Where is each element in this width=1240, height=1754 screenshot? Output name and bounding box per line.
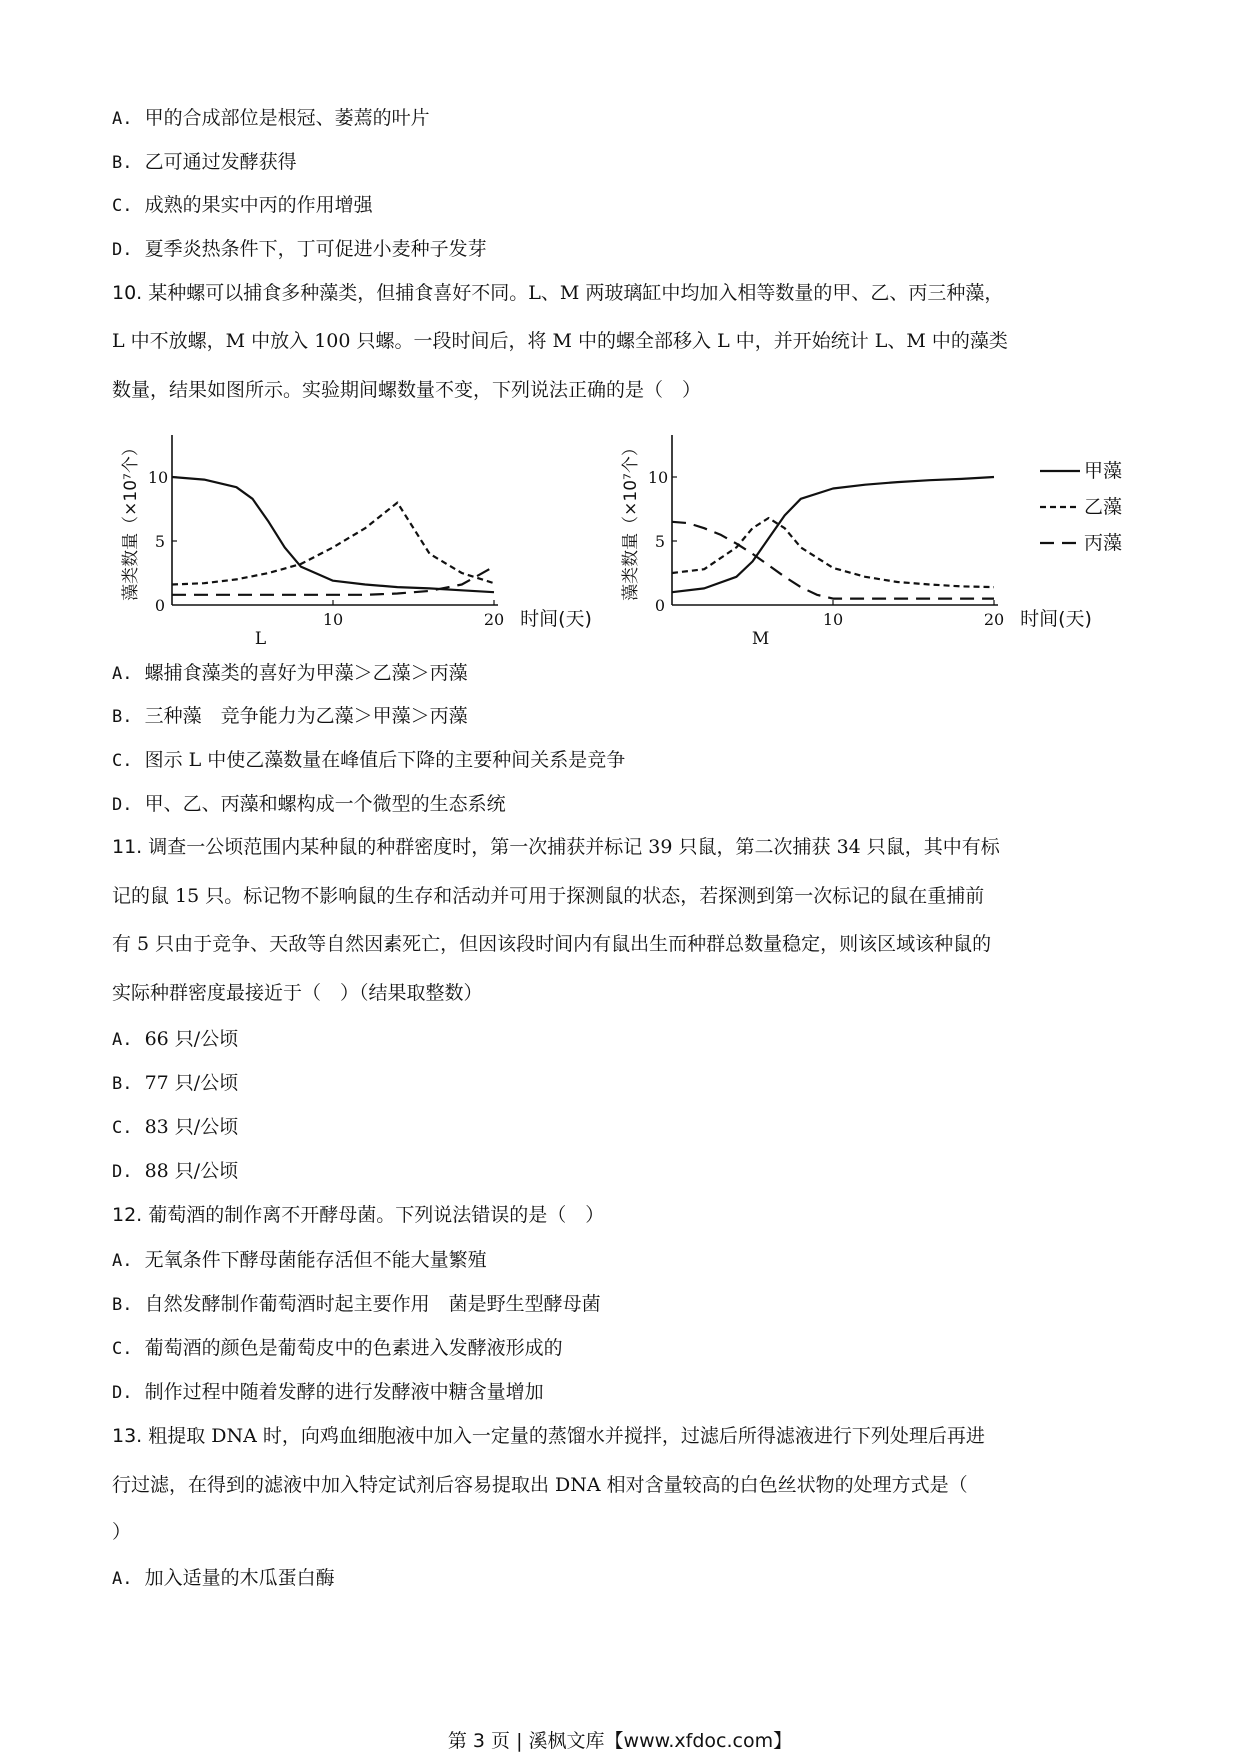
chart-M-y-label: 藻类数量（×10⁷个） xyxy=(621,439,641,601)
q12-line-1: 12. 葡萄酒的制作离不开酵母菌。下列说法错误的是（ ） xyxy=(112,1204,605,1226)
q12-option-d: D. 制作过程中随着发酵的进行发酵液中糖含量增加 xyxy=(112,1381,544,1403)
q12-option-a: A. 无氧条件下酵母菌能存活但不能大量繁殖 xyxy=(112,1249,487,1271)
chart-M-x-label: 时间(天) xyxy=(1020,608,1092,630)
chart-M-legend-label: 乙藻 xyxy=(1084,496,1123,518)
chart-M-legend-label: 丙藻 xyxy=(1084,532,1123,554)
q11-option-b: B. 77 只/公顷 xyxy=(112,1072,239,1094)
q13-line-3: ） xyxy=(112,1521,132,1543)
q13-line-2: 行过滤，在得到的滤液中加入特定试剂后容易提取出 DNA 相对含量较高的白色丝状物的处理方式是（ xyxy=(112,1474,968,1496)
q11-line-1: 11. 调查一公顷范围内某种鼠的种群密度时，第一次捕获并标记 39 只鼠，第二次捕获 34 只鼠，其中有标 xyxy=(112,836,1000,858)
chart-M-x-tick-label: 10 xyxy=(822,610,844,629)
chart-L-origin-label: 0 xyxy=(154,596,166,615)
q11-line-2: 记的鼠 15 只。标记物不影响鼠的生存和活动并可用于探测鼠的状态，若探测到第一次标记的鼠在重捕前 xyxy=(112,885,985,907)
chart-M-legend-label: 甲藻 xyxy=(1084,460,1123,482)
chart-M-series-丙藻 xyxy=(672,522,994,599)
q11-option-c: C. 83 只/公顷 xyxy=(112,1116,239,1138)
q13-line-1: 13. 粗提取 DNA 时，向鸡血细胞液中加入一定量的蒸馏水并搅拌，过滤后所得滤液进行下列处理后再进 xyxy=(112,1425,985,1447)
q10-option-d: D. 甲、乙、丙藻和螺构成一个微型的生态系统 xyxy=(112,793,506,815)
q12-option-c: C. 葡萄酒的颜色是葡萄皮中的色素进入发酵液形成的 xyxy=(112,1337,563,1359)
q11-line-4: 实际种群密度最接近于（ ）（结果取整数） xyxy=(112,982,483,1004)
q9-option-b: B. 乙可通过发酵获得 xyxy=(112,151,297,173)
q10-line-2: L 中不放螺，M 中放入 100 只螺。一段时间后，将 M 中的螺全部移入 L 中，并开始统计 L、M 中的藻类 xyxy=(112,330,1008,352)
chart-M-series-乙藻 xyxy=(672,518,994,587)
page-footer: 第 3 页 | 溪枫文库【www.xfdoc.com】 xyxy=(447,1730,793,1752)
q11-option-d: D. 88 只/公顷 xyxy=(112,1160,239,1182)
chart-L-series-乙藻 xyxy=(172,503,494,585)
q9-option-d: D. 夏季炎热条件下，丁可促进小麦种子发芽 xyxy=(112,238,487,260)
chart-M-panel-label: M xyxy=(751,629,770,649)
q11-line-3: 有 5 只由于竞争、天敌等自然因素死亡，但因该段时间内有鼠出生而种群总数量稳定，则该区域该种鼠的 xyxy=(112,933,992,955)
chart-L-x-tick-label: 20 xyxy=(483,610,505,629)
chart-L-y-tick-label: 10 xyxy=(147,468,169,487)
q9-option-c: C. 成熟的果实中丙的作用增强 xyxy=(112,194,373,216)
chart-L-panel-label: L xyxy=(254,629,267,649)
chart-M-y-tick-label: 5 xyxy=(654,532,666,551)
chart-M-x-tick-label: 20 xyxy=(983,610,1005,629)
chart-M-origin-label: 0 xyxy=(654,596,666,615)
q10-line-1: 10. 某种螺可以捕食多种藻类，但捕食喜好不同。L、M 两玻璃缸中均加入相等数量的甲、乙、丙三种藻， xyxy=(112,282,1004,304)
chart-L-y-label: 藻类数量（×10⁷个） xyxy=(121,439,141,601)
q10-option-c: C. 图示 L 中使乙藻数量在峰值后下降的主要种间关系是竞争 xyxy=(112,749,626,771)
q10-line-3: 数量，结果如图所示。实验期间螺数量不变，下列说法正确的是（ ） xyxy=(112,379,702,401)
q9-option-a: A. 甲的合成部位是根冠、萎蔫的叶片 xyxy=(112,107,430,129)
q12-option-b: B. 自然发酵制作葡萄酒时起主要作用 菌是野生型酵母菌 xyxy=(112,1293,601,1315)
q11-option-a: A. 66 只/公顷 xyxy=(112,1028,239,1050)
chart-M-y-tick-label: 10 xyxy=(647,468,669,487)
chart-L-x-label: 时间(天) xyxy=(520,608,592,630)
q13-option-a: A. 加入适量的木瓜蛋白酶 xyxy=(112,1567,335,1589)
chart-L-x-tick-label: 10 xyxy=(322,610,344,629)
q10-option-b: B. 三种藻 竞争能力为乙藻＞甲藻＞丙藻 xyxy=(112,705,468,727)
chart-L-series-甲藻 xyxy=(172,477,494,592)
chart-L-y-tick-label: 5 xyxy=(154,532,166,551)
q10-option-a: A. 螺捕食藻类的喜好为甲藻＞乙藻＞丙藻 xyxy=(112,662,468,684)
